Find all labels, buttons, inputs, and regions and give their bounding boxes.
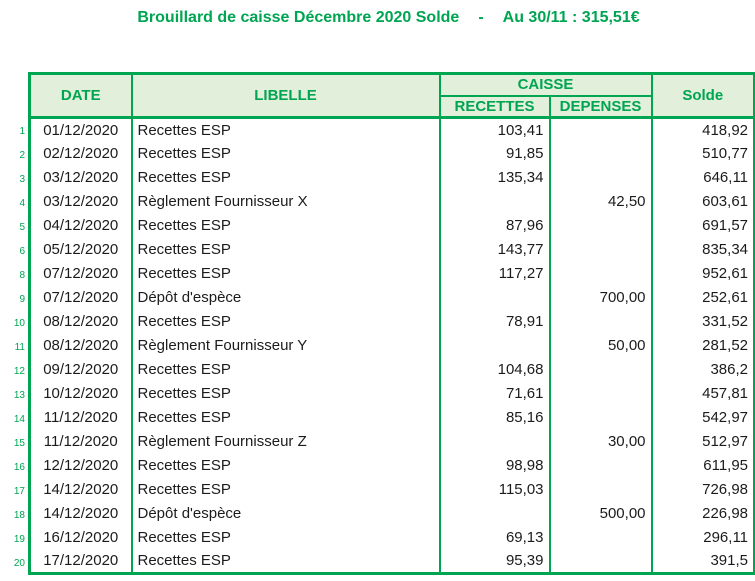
cell-depenses[interactable]	[550, 118, 652, 142]
cell-date[interactable]: 07/12/2020	[30, 286, 132, 310]
cell-recettes[interactable]: 115,03	[440, 478, 550, 502]
cell-solde[interactable]: 611,95	[652, 454, 755, 478]
cell-date[interactable]: 09/12/2020	[30, 358, 132, 382]
row-number[interactable]: 20	[13, 558, 25, 569]
cell-date[interactable]: 04/12/2020	[30, 214, 132, 238]
cell-date[interactable]: 11/12/2020	[30, 406, 132, 430]
table-row	[30, 406, 755, 430]
cell-date[interactable]: 01/12/2020	[30, 118, 132, 142]
cell-recettes[interactable]	[440, 334, 550, 358]
cell-libelle[interactable]: Recettes ESP	[132, 166, 440, 190]
cell-libelle[interactable]: Recettes ESP	[132, 262, 440, 286]
row-number[interactable]: 6	[19, 246, 25, 257]
cell-libelle[interactable]: Recettes ESP	[132, 382, 440, 406]
cell-recettes[interactable]: 69,13	[440, 526, 550, 550]
cell-libelle[interactable]: Dépôt d'espèce	[132, 502, 440, 526]
page-title	[22, 9, 755, 27]
cell-depenses[interactable]: 700,00	[550, 286, 652, 310]
cell-depenses[interactable]	[550, 142, 652, 166]
table-row	[30, 334, 755, 358]
header-caisse-group[interactable]: CAISSE	[440, 74, 652, 96]
cell-libelle[interactable]: Règlement Fournisseur Y	[132, 334, 440, 358]
header-date[interactable]: DATE	[30, 74, 132, 118]
cell-depenses[interactable]	[550, 478, 652, 502]
cell-libelle[interactable]: Règlement Fournisseur Z	[132, 430, 440, 454]
row-number[interactable]: 12	[13, 366, 25, 377]
table-row	[30, 286, 755, 310]
cell-depenses[interactable]	[550, 358, 652, 382]
cell-solde[interactable]: 281,52	[652, 334, 755, 358]
row-number-gutter	[0, 120, 25, 576]
cell-libelle[interactable]: Recettes ESP	[132, 406, 440, 430]
row-number[interactable]: 9	[19, 294, 25, 305]
cell-recettes[interactable]	[440, 430, 550, 454]
cell-solde[interactable]: 457,81	[652, 382, 755, 406]
cell-solde[interactable]: 646,11	[652, 166, 755, 190]
row-number[interactable]: 10	[13, 318, 25, 329]
table-row	[30, 454, 755, 478]
cell-solde[interactable]: 512,97	[652, 430, 755, 454]
table-header	[30, 74, 755, 118]
cell-depenses[interactable]	[550, 214, 652, 238]
page-title-main: Brouillard de caisse Décembre 2020 Solde	[137, 9, 460, 26]
row-number[interactable]: 11	[14, 342, 25, 353]
table-row	[30, 166, 755, 190]
cell-solde[interactable]: 835,34	[652, 238, 755, 262]
cell-date[interactable]: 08/12/2020	[30, 334, 132, 358]
cell-recettes[interactable]: 143,77	[440, 238, 550, 262]
row-number[interactable]: 15	[13, 438, 25, 449]
cell-libelle[interactable]: Recettes ESP	[132, 214, 440, 238]
header-recettes[interactable]: RECETTES	[440, 96, 550, 118]
row-number[interactable]: 13	[13, 390, 25, 401]
cell-libelle[interactable]: Recettes ESP	[132, 142, 440, 166]
cell-recettes[interactable]: 98,98	[440, 454, 550, 478]
cell-libelle[interactable]: Dépôt d'espèce	[132, 286, 440, 310]
table-row	[30, 214, 755, 238]
cell-solde[interactable]: 726,98	[652, 478, 755, 502]
cell-depenses[interactable]	[550, 382, 652, 406]
cell-libelle[interactable]: Recettes ESP	[132, 118, 440, 142]
cell-libelle[interactable]: Recettes ESP	[132, 526, 440, 550]
cell-recettes[interactable]: 91,85	[440, 142, 550, 166]
cell-depenses[interactable]	[550, 262, 652, 286]
cell-depenses[interactable]: 500,00	[550, 502, 652, 526]
table-row	[30, 502, 755, 526]
cell-recettes[interactable]: 87,96	[440, 214, 550, 238]
cell-date[interactable]: 16/12/2020	[30, 526, 132, 550]
cell-depenses[interactable]: 30,00	[550, 430, 652, 454]
cell-recettes[interactable]: 104,68	[440, 358, 550, 382]
cell-date[interactable]: 10/12/2020	[30, 382, 132, 406]
row-number[interactable]: 4	[19, 198, 25, 209]
cell-depenses[interactable]	[550, 310, 652, 334]
table-row	[30, 478, 755, 502]
cell-depenses[interactable]	[550, 454, 652, 478]
row-number[interactable]: 2	[19, 150, 25, 161]
cell-solde[interactable]: 386,2	[652, 358, 755, 382]
cell-solde[interactable]: 603,61	[652, 190, 755, 214]
header-libelle[interactable]: LIBELLE	[132, 74, 440, 118]
page-title-balance: Au 30/11 : 315,51€	[502, 9, 640, 26]
cell-solde[interactable]: 331,52	[652, 310, 755, 334]
cell-recettes[interactable]: 103,41	[440, 118, 550, 142]
table-row	[30, 262, 755, 286]
cash-journal-table	[28, 72, 755, 575]
cell-libelle[interactable]: Recettes ESP	[132, 358, 440, 382]
cell-recettes[interactable]: 78,91	[440, 310, 550, 334]
cell-solde[interactable]: 252,61	[652, 286, 755, 310]
cell-recettes[interactable]: 95,39	[440, 550, 550, 574]
row-number[interactable]: 16	[13, 462, 25, 473]
cell-solde[interactable]: 226,98	[652, 502, 755, 526]
table-row	[30, 358, 755, 382]
cell-libelle[interactable]: Règlement Fournisseur X	[132, 190, 440, 214]
cell-depenses[interactable]	[550, 550, 652, 574]
cell-date[interactable]: 08/12/2020	[30, 310, 132, 334]
cell-date[interactable]: 12/12/2020	[30, 454, 132, 478]
cell-date[interactable]: 05/12/2020	[30, 238, 132, 262]
cell-depenses[interactable]	[550, 406, 652, 430]
cell-solde[interactable]: 510,77	[652, 142, 755, 166]
row-number[interactable]: 17	[13, 486, 25, 497]
cell-libelle[interactable]: Recettes ESP	[132, 454, 440, 478]
row-number[interactable]: 3	[19, 174, 25, 185]
table-row	[30, 526, 755, 550]
page-title-separator: -	[478, 9, 484, 26]
table-row	[30, 310, 755, 334]
cell-depenses[interactable]	[550, 526, 652, 550]
table-body	[30, 118, 755, 574]
cell-recettes[interactable]	[440, 502, 550, 526]
cell-depenses[interactable]	[550, 238, 652, 262]
cell-solde[interactable]: 952,61	[652, 262, 755, 286]
cell-depenses[interactable]: 42,50	[550, 190, 652, 214]
cell-libelle[interactable]: Recettes ESP	[132, 310, 440, 334]
table-row	[30, 190, 755, 214]
cell-date[interactable]: 14/12/2020	[30, 502, 132, 526]
row-number[interactable]: 5	[19, 222, 25, 233]
cell-date[interactable]: 07/12/2020	[30, 262, 132, 286]
cell-solde[interactable]: 418,92	[652, 118, 755, 142]
table-row	[30, 238, 755, 262]
cell-recettes[interactable]	[440, 286, 550, 310]
cell-date[interactable]: 14/12/2020	[30, 478, 132, 502]
cell-recettes[interactable]: 117,27	[440, 262, 550, 286]
table-row	[30, 142, 755, 166]
cell-solde[interactable]: 542,97	[652, 406, 755, 430]
table-row	[30, 550, 755, 574]
row-number[interactable]: 1	[19, 126, 25, 137]
cell-solde[interactable]: 691,57	[652, 214, 755, 238]
table-row	[30, 430, 755, 454]
cell-date[interactable]: 03/12/2020	[30, 166, 132, 190]
cell-date[interactable]: 03/12/2020	[30, 190, 132, 214]
cell-libelle[interactable]: Recettes ESP	[132, 550, 440, 574]
cell-recettes[interactable]: 85,16	[440, 406, 550, 430]
cell-solde[interactable]: 296,11	[652, 526, 755, 550]
cell-date[interactable]: 17/12/2020	[30, 550, 132, 574]
cell-recettes[interactable]	[440, 190, 550, 214]
cell-date[interactable]: 02/12/2020	[30, 142, 132, 166]
table-row	[30, 382, 755, 406]
cell-solde[interactable]: 391,5	[652, 550, 755, 574]
cell-recettes[interactable]: 135,34	[440, 166, 550, 190]
cell-recettes[interactable]: 71,61	[440, 382, 550, 406]
header-solde[interactable]: Solde	[652, 74, 755, 118]
cell-depenses[interactable]	[550, 166, 652, 190]
row-number[interactable]: 14	[13, 414, 25, 425]
cell-libelle[interactable]: Recettes ESP	[132, 478, 440, 502]
header-depenses[interactable]: DEPENSES	[550, 96, 652, 118]
cell-libelle[interactable]: Recettes ESP	[132, 238, 440, 262]
row-number[interactable]: 8	[19, 270, 25, 281]
cell-date[interactable]: 11/12/2020	[30, 430, 132, 454]
row-number[interactable]: 18	[13, 510, 25, 521]
row-number[interactable]: 19	[13, 534, 25, 545]
table-row	[30, 118, 755, 142]
cell-depenses[interactable]: 50,00	[550, 334, 652, 358]
